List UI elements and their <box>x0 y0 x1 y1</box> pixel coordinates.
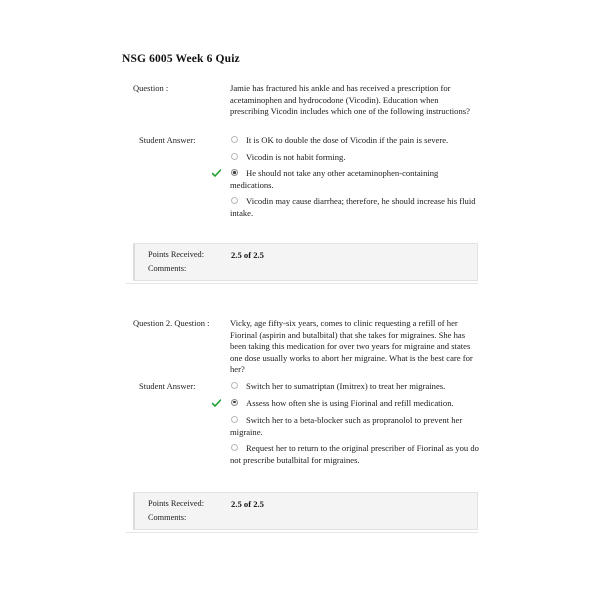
comments-label: Comments: <box>148 513 187 522</box>
option-label: He should not take any other acetaminophen-containing medications. <box>230 168 439 190</box>
option-row[interactable] <box>230 443 482 466</box>
comments-label: Comments: <box>148 264 187 273</box>
points-received-box-2 <box>133 492 478 530</box>
option-row[interactable] <box>230 381 482 393</box>
points-received-label: Points Received: <box>148 250 204 259</box>
section-divider <box>126 283 478 284</box>
points-received-value: 2.5 of 2.5 <box>231 499 264 509</box>
green-check-icon <box>212 399 221 408</box>
option-label: Switch her to a beta-blocker such as propranolol to prevent her migraine. <box>230 415 463 437</box>
section-divider <box>126 532 478 533</box>
green-check-icon <box>212 169 221 178</box>
option-row[interactable] <box>230 152 482 164</box>
student-answer-2-label: Student Answer: <box>139 381 196 391</box>
question-1-label: Question : <box>133 83 169 93</box>
question-1-options <box>230 135 482 225</box>
question-2-label: Question 2. Question : <box>133 318 210 328</box>
radio-button-icon[interactable] <box>231 399 238 406</box>
option-row[interactable] <box>230 398 482 410</box>
radio-button-icon[interactable] <box>231 153 238 160</box>
question-2-text: Vicky, age fifty-six years, comes to clinic requesting a refill of her Fiorinal (aspirin and butalbital) that she takes for migraines. She has been taking this medication for over two years for migraine and states one dose usually works to abort her migraine. What is the best care for her? <box>230 318 473 375</box>
question-1-text: Jamie has fractured his ankle and has received a prescription for acetaminophen and hydrocodone (Vicodin). Education when prescribing Vicodin includes which one of the following instructions? <box>230 83 470 117</box>
option-label: Request her to return to the original prescriber of Fiorinal as you do not prescribe butalbital for migraines. <box>230 443 479 465</box>
points-received-value: 2.5 of 2.5 <box>231 250 264 260</box>
option-label: It is OK to double the dose of Vicodin if the pain is severe. <box>246 135 449 145</box>
option-label: Assess how often she is using Fiorinal and refill medication. <box>246 397 454 408</box>
option-label: Vicodin may cause diarrhea; therefore, he should increase his fluid intake. <box>230 196 476 218</box>
student-answer-1-label: Student Answer: <box>139 135 196 145</box>
option-label: Switch her to sumatriptan (Imitrex) to treat her migraines. <box>246 381 446 391</box>
points-received-box-1 <box>133 243 478 281</box>
option-row[interactable] <box>230 196 482 219</box>
page-title: NSG 6005 Week 6 Quiz <box>122 53 240 65</box>
radio-button-icon[interactable] <box>231 136 238 143</box>
option-row[interactable] <box>230 168 482 191</box>
option-row[interactable] <box>230 415 482 438</box>
question-2-options <box>230 381 482 472</box>
points-received-label: Points Received: <box>148 499 204 508</box>
option-row[interactable] <box>230 135 482 147</box>
option-label: Vicodin is not habit forming. <box>246 151 346 162</box>
radio-button-icon[interactable] <box>231 382 238 389</box>
